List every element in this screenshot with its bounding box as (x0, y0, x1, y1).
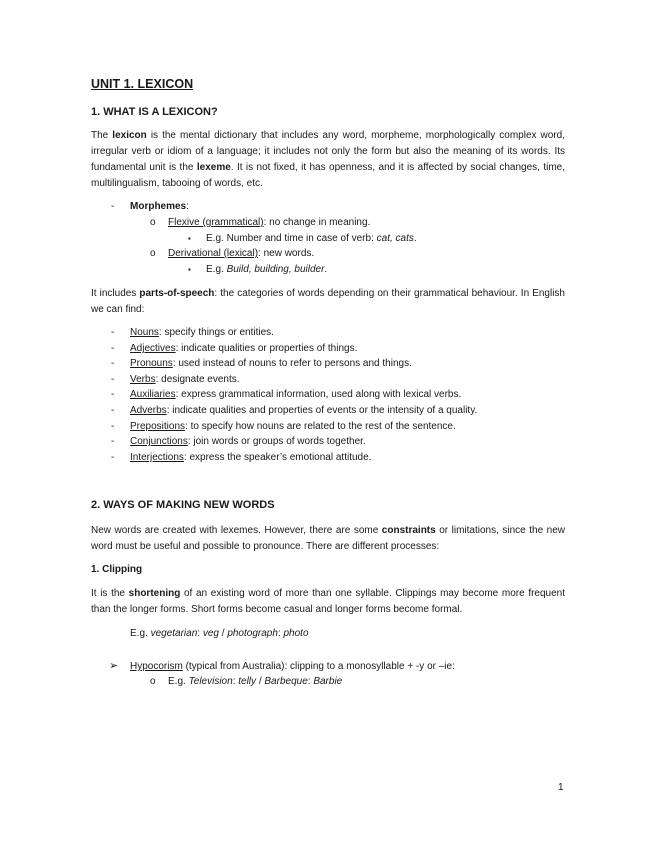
hypocorism-item: Hypocorism (typical from Australia): clipping to a monosyllable + -y or –ie: (130, 661, 455, 672)
list-bullet: ▪ (188, 234, 191, 243)
derivational-example: E.g. Build, building, builder. (206, 264, 328, 275)
list-bullet: - (111, 405, 115, 416)
lexicon-paragraph: The lexicon is the mental dictionary that includes any word, morpheme, morphologically complex word, irregular verb or idiom of a language; it includes not only the form but also the meaning of its words. Its fundamental unit is the lexeme. It is not fixed, it has openness, and it is affected by social changes, time, multilingualism, tabooing of words, etc. (91, 130, 566, 189)
clipping-heading: 1. Clipping (91, 564, 143, 575)
list-bullet: - (111, 327, 115, 338)
list-bullet: - (111, 436, 115, 447)
list-bullet: - (111, 358, 115, 369)
section2-heading: 2. WAYS OF MAKING NEW WORDS (91, 499, 275, 511)
flexive-example: E.g. Number and time in case of verb: cat, cats. (206, 233, 417, 244)
list-bullet: - (111, 201, 115, 212)
page-title: UNIT 1. LEXICON (91, 77, 194, 91)
list-bullet: - (111, 389, 115, 400)
list-item: Adjectives: indicate qualities or properties of things. (130, 343, 358, 354)
list-item: Interjections: express the speaker’s emotional attitude. (130, 452, 372, 463)
list-item: Nouns: specify things or entities. (130, 327, 274, 338)
list-item: Prepositions: to specify how nouns are related to the rest of the sentence. (130, 421, 456, 432)
list-bullet: - (111, 421, 115, 432)
new-words-paragraph: New words are created with lexemes. However, there are some constraints or limitations, since the new word must be useful and possible to pronounce. There are different processes: (91, 525, 565, 552)
page-number: 1 (558, 782, 564, 793)
flexive-item: Flexive (grammatical): no change in meaning. (168, 217, 371, 228)
list-bullet: o (150, 676, 156, 687)
list-bullet: - (111, 343, 115, 354)
list-item: Conjunctions: join words or groups of words together. (130, 436, 366, 447)
list-bullet: - (111, 452, 115, 463)
clipping-example: E.g. vegetarian: veg / photograph: photo (130, 628, 309, 639)
list-bullet: - (111, 374, 115, 385)
clipping-paragraph: It is the shortening of an existing word of more than one syllable. Clippings may become more frequent than the longer forms. Short forms become casual and longer forms become formal. (91, 588, 566, 615)
hypocorism-example: E.g. Television: telly / Barbeque: Barbie (168, 676, 343, 687)
derivational-item: Derivational (lexical): new words. (168, 248, 315, 259)
list-item: Auxiliaries: express grammatical information, used along with lexical verbs. (130, 389, 462, 400)
arrow-bullet-icon: ➢ (109, 660, 119, 672)
list-item: Pronouns: used instead of nouns to refer to persons and things. (130, 358, 412, 369)
list-bullet: o (150, 217, 156, 228)
list-bullet: o (150, 248, 156, 259)
morphemes-item: Morphemes: (130, 201, 189, 212)
list-bullet: ▪ (188, 265, 191, 274)
parts-of-speech-paragraph: It includes parts-of-speech: the categories of words depending on their grammatical behaviour. In English we can find: (91, 288, 565, 315)
list-item: Verbs: designate events. (130, 374, 240, 385)
section1-heading: 1. WHAT IS A LEXICON? (91, 106, 218, 118)
list-item: Adverbs: indicate qualities and properties of events or the intensity of a quality. (130, 405, 478, 416)
